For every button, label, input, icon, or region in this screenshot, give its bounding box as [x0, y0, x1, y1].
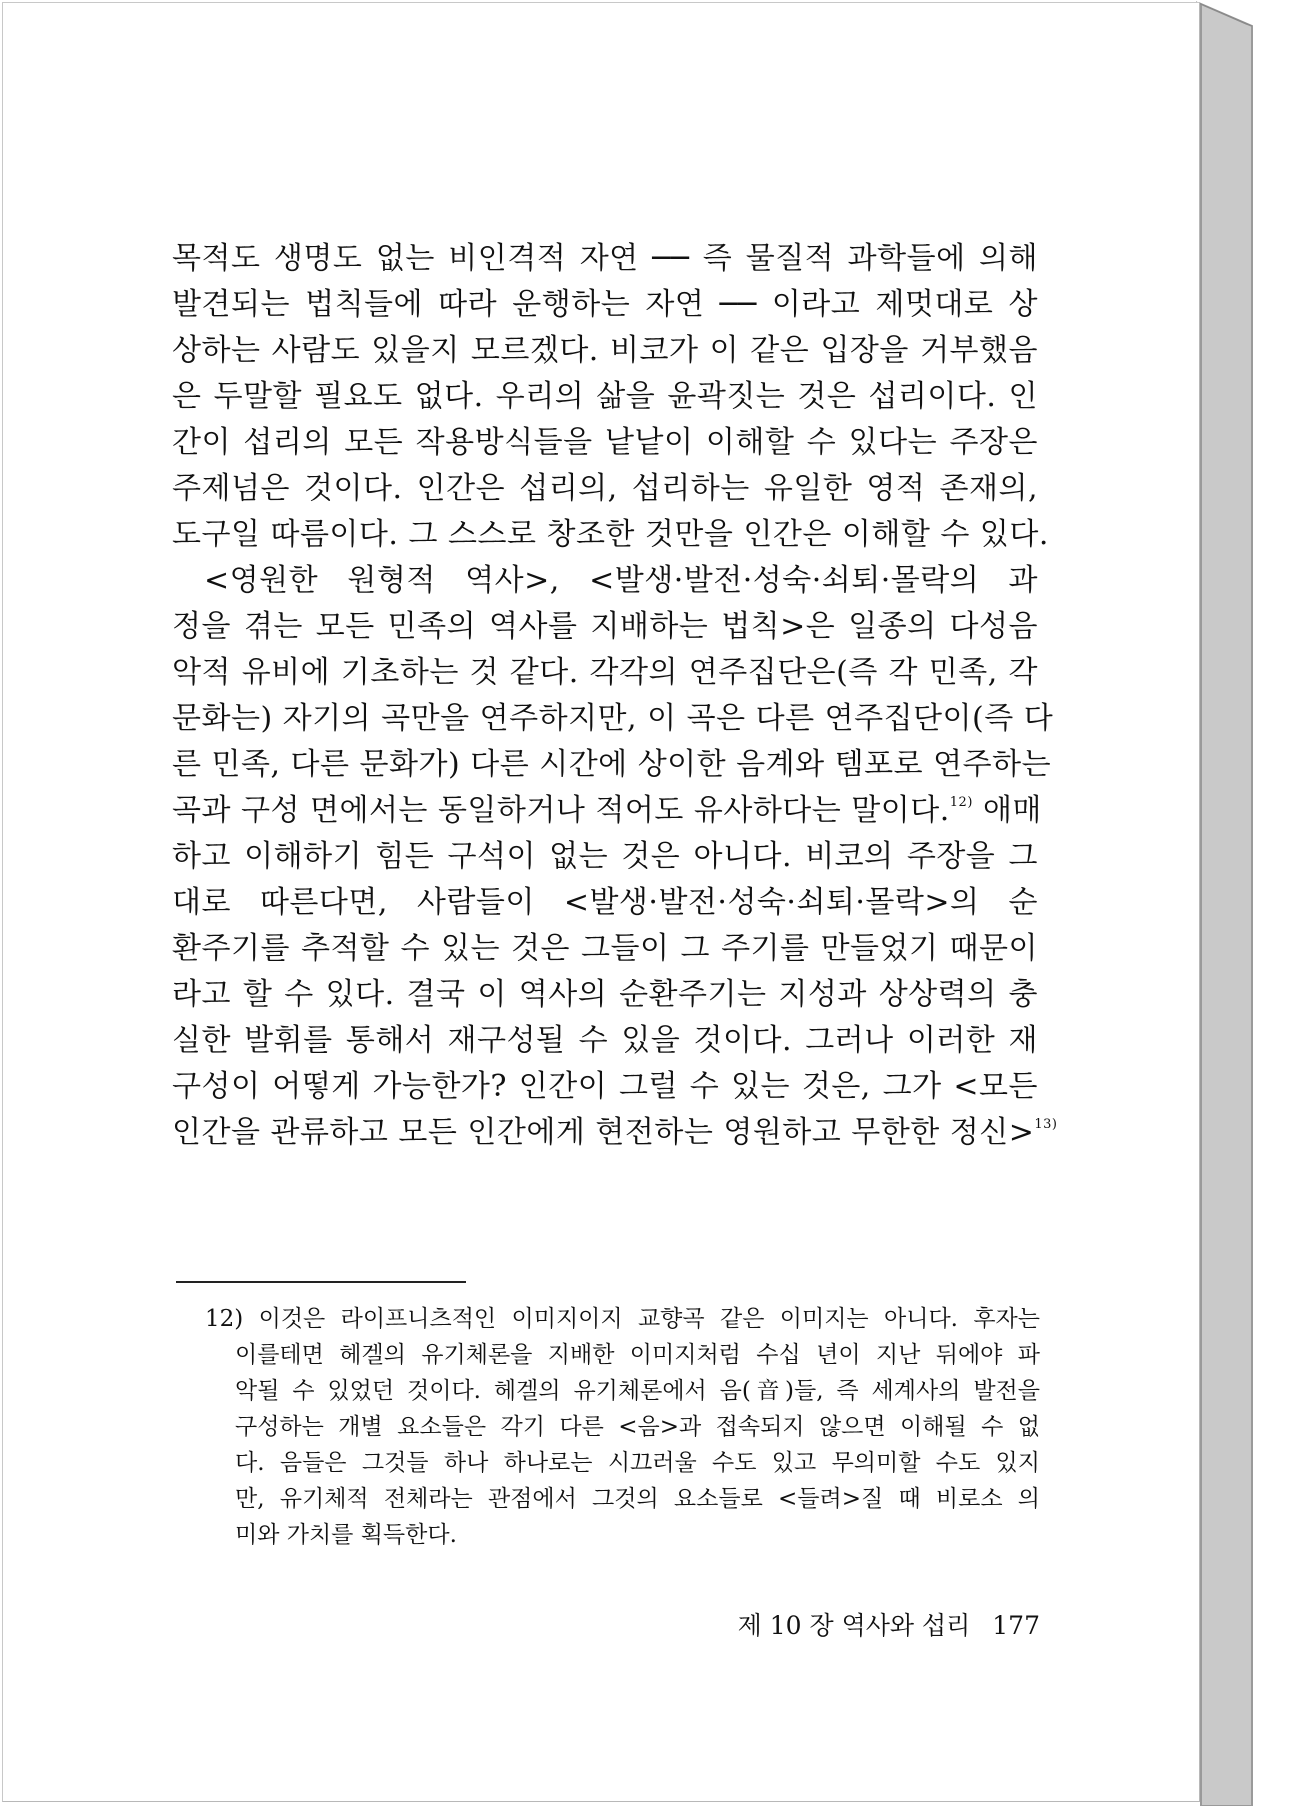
footnote-line: 미와 가치를 획득한다. [235, 1522, 457, 1548]
text-line: 발견되는 법칙들에 따라 운행하는 자연 ── 이라고 제멋대로 상 [172, 287, 1038, 322]
text-line: 른 민족, 다른 문화가) 다른 시간에 상이한 음계와 템포로 연주하는 [172, 747, 1052, 782]
text-line-segment: 애매 [972, 793, 1042, 828]
footnote-line: 이를테면 헤겔의 유기체론을 지배한 이미지처럼 수십 년이 지난 뒤에야 파 [235, 1342, 1040, 1368]
footnote-divider [176, 1281, 466, 1283]
text-line: 도구일 따름이다. 그 스스로 창조한 것만을 인간은 이해할 수 있다. [172, 517, 1049, 552]
text-line-with-footnote-12 [172, 788, 1042, 834]
footnote-line: 악될 수 있었던 것이다. 헤겔의 유기체론에서 음(音)들, 즉 세계사의 발전을 [235, 1378, 1040, 1404]
text-line: 간이 섭리의 모든 작용방식들을 낱낱이 이해할 수 있다는 주장은 [172, 425, 1038, 460]
footnote-ref-13[interactable]: 13) [1034, 1117, 1058, 1132]
text-line-segment: 인간을 관류하고 모든 인간에게 현전하는 영원하고 무한한 정신> [172, 1115, 1035, 1150]
text-line: 주제넘은 것이다. 인간은 섭리의, 섭리하는 유일한 영적 존재의, [172, 471, 1038, 506]
footnote-line: 12) 이것은 라이프니츠적인 이미지이지 교향곡 같은 이미지는 아니다. 후자는 [205, 1306, 1040, 1332]
chapter-title: 제 10 장 역사와 섭리 [737, 1611, 971, 1640]
text-line: 하고 이해하기 힘든 구석이 없는 것은 아니다. 비코의 주장을 그 [172, 839, 1038, 874]
text-line: 라고 할 수 있다. 결국 이 역사의 순환주기는 지성과 상상력의 충 [172, 977, 1038, 1012]
text-line-segment: 곡과 구성 면에서는 동일하거나 적어도 유사하다는 말이다. [172, 793, 950, 828]
text-line-with-footnote-13 [172, 1110, 1058, 1156]
running-footer [730, 1611, 1040, 1641]
footnote-ref-12[interactable]: 12) [949, 795, 973, 810]
text-line: 상하는 사람도 있을지 모르겠다. 비코가 이 같은 입장을 거부했음 [172, 333, 1038, 368]
footnote-line: 다. 음들은 그것들 하나 하나로는 시끄러울 수도 있고 무의미할 수도 있지 [235, 1450, 1040, 1476]
footnote-line: 만, 유기체적 전체라는 관점에서 그것의 요소들로 <들려>질 때 비로소 의 [235, 1486, 1040, 1512]
text-line: 환주기를 추적할 수 있는 것은 그들이 그 주기를 만들었기 때문이 [172, 931, 1038, 966]
text-line: 문화는) 자기의 곡만을 연주하지만, 이 곡은 다른 연주집단이(즉 다 [172, 701, 1054, 736]
text-line: 정을 겪는 모든 민족의 역사를 지배하는 법칙>은 일종의 다성음 [172, 609, 1038, 644]
text-line: 실한 발휘를 통해서 재구성될 수 있을 것이다. 그러나 이러한 재 [172, 1023, 1038, 1058]
footnote-12 [205, 1301, 1040, 1553]
text-line: 목적도 생명도 없는 비인격적 자연 ── 즉 물질적 과학들에 의해 [172, 241, 1038, 276]
book-side-face [1201, 4, 1252, 1806]
text-line: 대로 따른다면, 사람들이 <발생·발전·성숙·쇠퇴·몰락>의 순 [172, 885, 1038, 920]
page-number: 177 [992, 1611, 1040, 1640]
text-line: 은 두말할 필요도 없다. 우리의 삶을 윤곽짓는 것은 섭리이다. 인 [172, 379, 1038, 414]
main-text [172, 236, 1058, 1156]
text-line: <영원한 원형적 역사>, <발생·발전·성숙·쇠퇴·몰락의 과 [204, 563, 1038, 598]
text-line: 구성이 어떻게 가능한가? 인간이 그럴 수 있는 것은, 그가 <모든 [172, 1069, 1038, 1104]
footnote-line: 구성하는 개별 요소들은 각기 다른 <음>과 접속되지 않으면 이해될 수 없 [235, 1414, 1040, 1440]
text-line: 악적 유비에 기초하는 것 같다. 각각의 연주집단은(즉 각 민족, 각 [172, 655, 1038, 690]
